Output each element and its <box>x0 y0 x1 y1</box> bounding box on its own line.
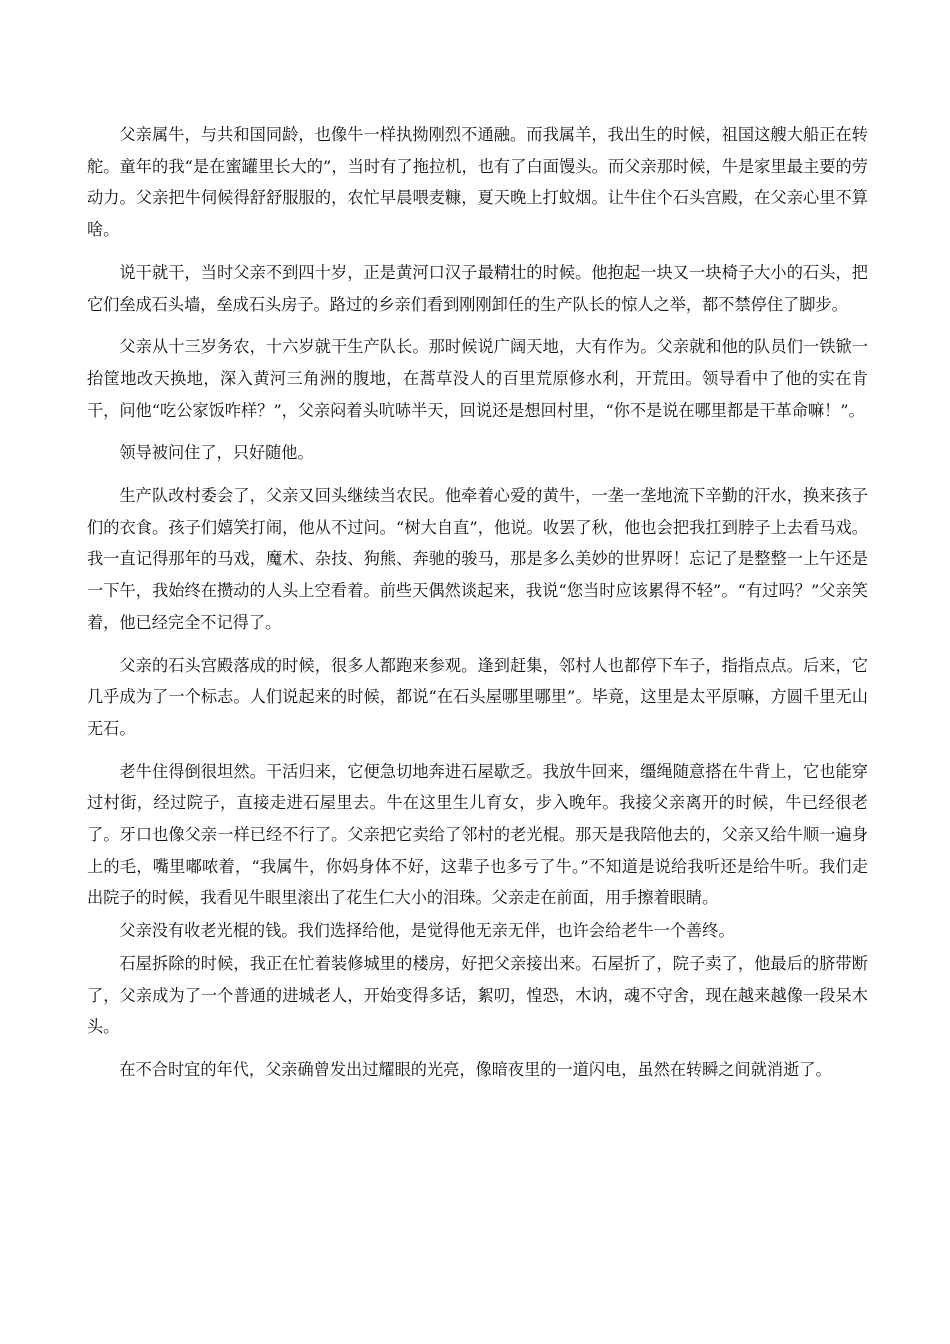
paragraph-2: 说干就干，当时父亲不到四十岁，正是黄河口汉子最精壮的时候。他抱起一块又一块椅子大小的石头，把它们垒成石头墙，垒成石头房子。路过的乡亲们看到刚刚卸任的生产队长的惊人之举，都不禁停住了脚步。 <box>87 262 868 314</box>
paragraph-7: 老牛住得倒很坦然。干活归来，它便急切地奔进石屋歇乏。我放牛回来，缰绳随意搭在牛背上，它也能穿过村街，经过院子，直接走进石屋里去。牛在这里生儿育女，步入晚年。我接父亲离开的时候，牛已经很老了。牙口也像父亲一样已经不行了。父亲把它卖给了邻村的老光棍。那天是我陪他去的，父亲又给牛顺一遍身上的毛，嘴里嘟哝着，“我属牛，你妈身体不好，这辈子也多亏了牛。”不知道是说给我听还是给牛听。我们走出院子的时候，我看见牛眼里滚出了花生仁大小的泪珠。父亲走在前面，用手擦着眼睛。 <box>87 761 868 908</box>
paragraph-10: 在不合时宜的年代，父亲确曾发出过耀眼的光亮，像暗夜里的一道闪电，虽然在转瞬之间就消逝了。 <box>119 1059 832 1079</box>
paragraph-4: 领导被问住了，只好随他。 <box>119 443 314 463</box>
paragraph-9: 石屋拆除的时候，我正在忙着装修城里的楼房，好把父亲接出来。石屋折了，院子卖了，他最后的脐带断了，父亲成为了一个普通的进城老人，开始变得多话，絮叨，惶恐，木讷，魂不守舍，现在越来越像一段呆木头。 <box>87 953 868 1037</box>
paragraph-1: 父亲属牛，与共和国同龄，也像牛一样执拗刚烈不通融。而我属羊，我出生的时候，祖国这艘大船正在转舵。童年的我“是在蜜罐里长大的”，当时有了拖拉机，也有了白面馒头。而父亲那时候，牛是家里最主要的劳动力。父亲把牛伺候得舒舒服服的，农忙早晨喂麦糠，夏天晚上打蚊烟。让牛住个石头宫殿，在父亲心里不算啥。 <box>87 125 868 240</box>
paragraph-5: 生产队改村委会了，父亲又回头继续当农民。他牵着心爱的黄牛，一垄一垄地流下辛勤的汗水，换来孩子们的衣食。孩子们嬉笑打闹，他从不过问。“树大自直”，他说。收罢了秋，他也会把我扛到脖子上去看马戏。我一直记得那年的马戏，魔术、杂技、狗熊、奔驰的骏马，那是多么美妙的世界呀！忘记了是整整一上午还是一下午，我始终在攒动的人头上空看着。前些天偶然谈起来，我说“您当时应该累得不轻”。“有过吗？”父亲笑着，他已经完全不记得了。 <box>87 486 868 632</box>
paragraph-6: 父亲的石头宫殿落成的时候，很多人都跑来参观。逢到赶集，邻村人也都停下车子，指指点点。后来，它几乎成为了一个标志。人们说起来的时候，都说“在石头屋哪里哪里”。毕竟，这里是太平原嘛，方圆千里无山无石。 <box>87 655 868 738</box>
paragraph-8: 父亲没有收老光棍的钱。我们选择给他，是觉得他无亲无伴，也许会给老牛一个善终。 <box>119 921 735 941</box>
paragraph-3: 父亲从十三岁务农，十六岁就干生产队长。那时候说广阔天地，大有作为。父亲就和他的队员们一铁锨一抬筐地改天换地，深入黄河三角洲的腹地，在蒿草没人的百里荒原修水利，开荒田。领导看中了他的实在肯干，问他“吃公家饭咋样？”，父亲闷着头吭哧半天，回说还是想回村里，“你不是说在哪里都是干革命嘛！”。 <box>87 337 868 420</box>
